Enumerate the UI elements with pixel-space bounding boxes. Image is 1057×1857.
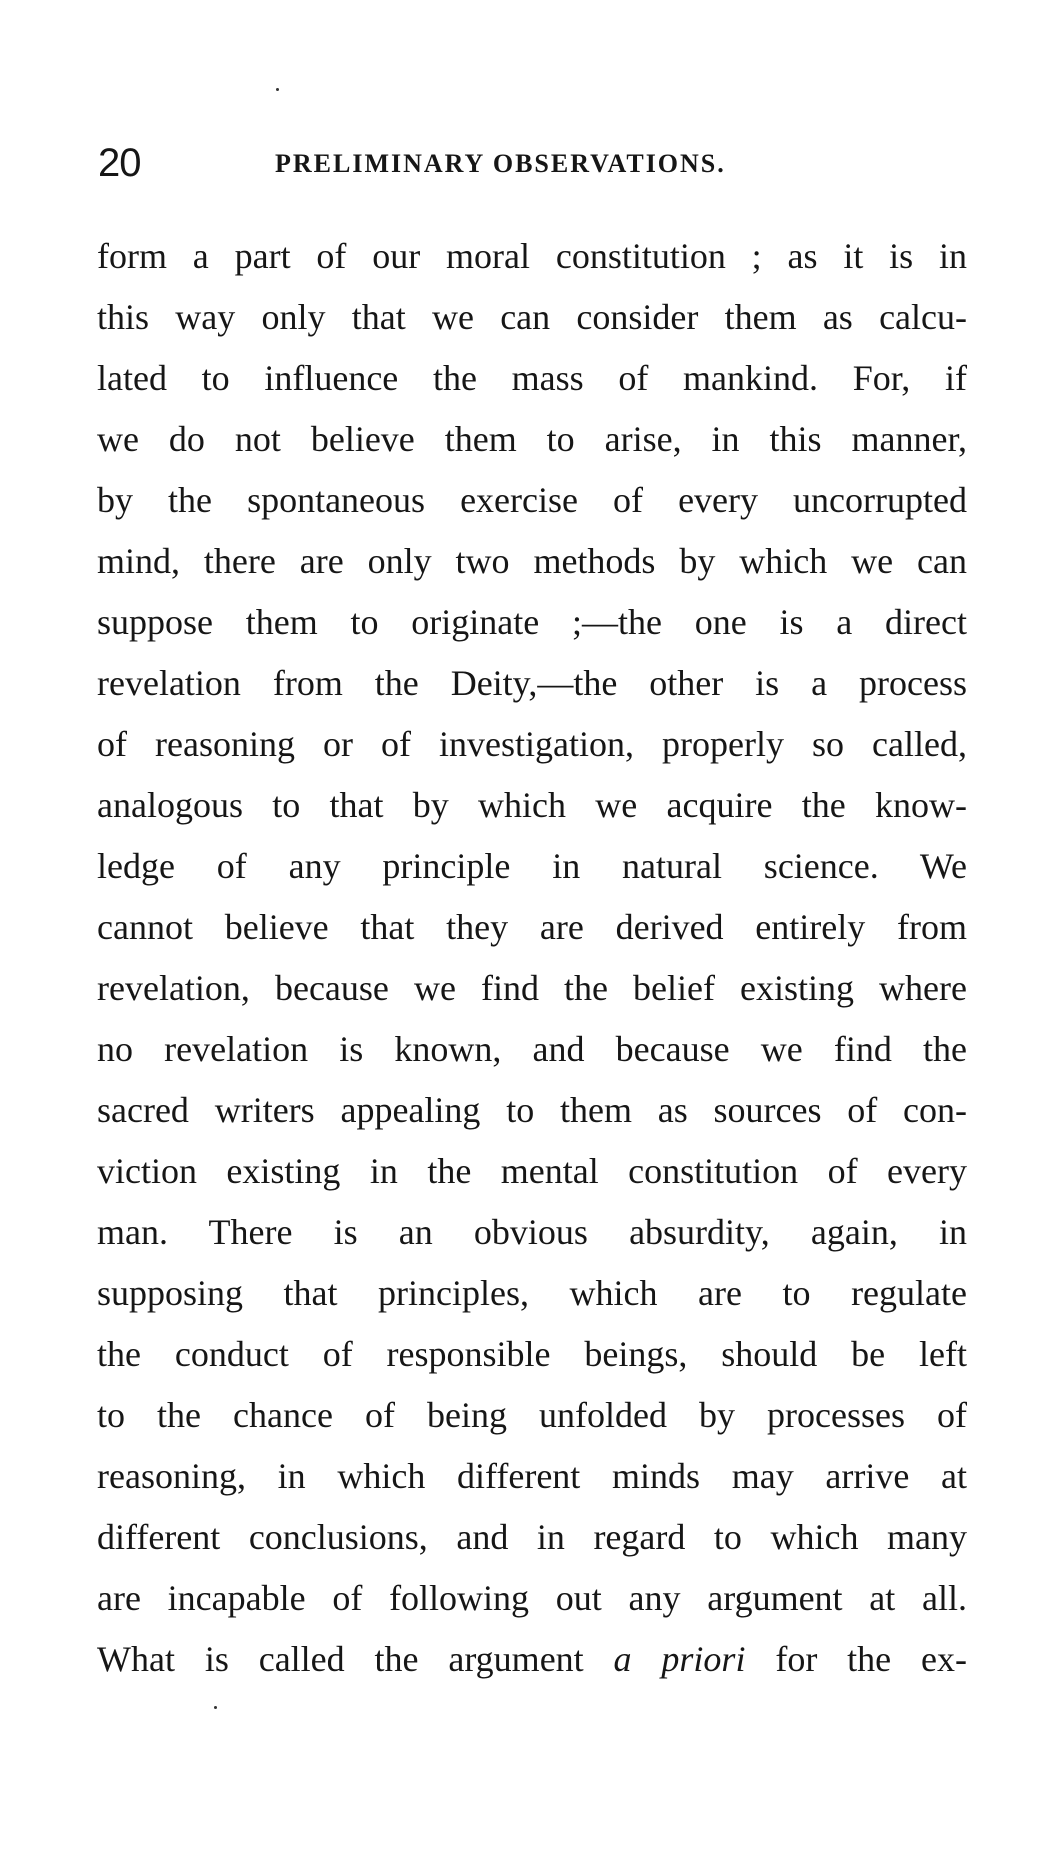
text-line: revelation, because we find the belief existing where xyxy=(97,968,967,1008)
text-line-last xyxy=(97,1629,967,1690)
text-line: mind, there are only two methods by which we can xyxy=(97,541,967,581)
text-line: suppose them to originate ;—the one is a direct xyxy=(97,602,967,642)
text-line: no revelation is known, and because we find the xyxy=(97,1029,967,1069)
text-line: analogous to that by which we acquire the know- xyxy=(97,785,967,825)
text-line: cannot believe that they are derived entirely from xyxy=(97,907,967,947)
running-title: PRELIMINARY OBSERVATIONS. xyxy=(275,149,726,178)
page-header xyxy=(98,138,778,188)
text-line: revelation from the Deity,—the other is a process xyxy=(97,663,967,703)
text-line: viction existing in the mental constitution of every xyxy=(97,1151,967,1191)
text-line: lated to influence the mass of mankind. For, if xyxy=(97,358,967,398)
text-line: by the spontaneous exercise of every uncorrupted xyxy=(97,480,967,520)
text-fragment: for the ex- xyxy=(775,1639,967,1679)
text-line: supposing that principles, which are to regulate xyxy=(97,1273,967,1313)
text-line: this way only that we can consider them as calcu- xyxy=(97,297,967,337)
print-speck xyxy=(276,88,279,91)
italic-phrase: a priori xyxy=(613,1639,746,1679)
text-line: man. There is an obvious absurdity, again, in xyxy=(97,1212,967,1252)
text-line: of reasoning or of investigation, properly so called, xyxy=(97,724,967,764)
text-line: are incapable of following out any argument at all. xyxy=(97,1578,967,1618)
page-number: 20 xyxy=(98,141,141,185)
text-line: different conclusions, and in regard to which many xyxy=(97,1517,967,1557)
text-line: reasoning, in which different minds may arrive at xyxy=(97,1456,967,1496)
text-line: ledge of any principle in natural science. We xyxy=(97,846,967,886)
text-line: form a part of our moral constitution ; as it is in xyxy=(97,236,967,276)
print-speck xyxy=(214,1706,217,1709)
text-line: sacred writers appealing to them as sources of con- xyxy=(97,1090,967,1130)
text-line: we do not believe them to arise, in this manner, xyxy=(97,419,967,459)
text-fragment: What is called the argument xyxy=(97,1639,584,1679)
text-line: to the chance of being unfolded by processes of xyxy=(97,1395,967,1435)
text-line: the conduct of responsible beings, should be left xyxy=(97,1334,967,1374)
body-text xyxy=(97,226,967,1690)
